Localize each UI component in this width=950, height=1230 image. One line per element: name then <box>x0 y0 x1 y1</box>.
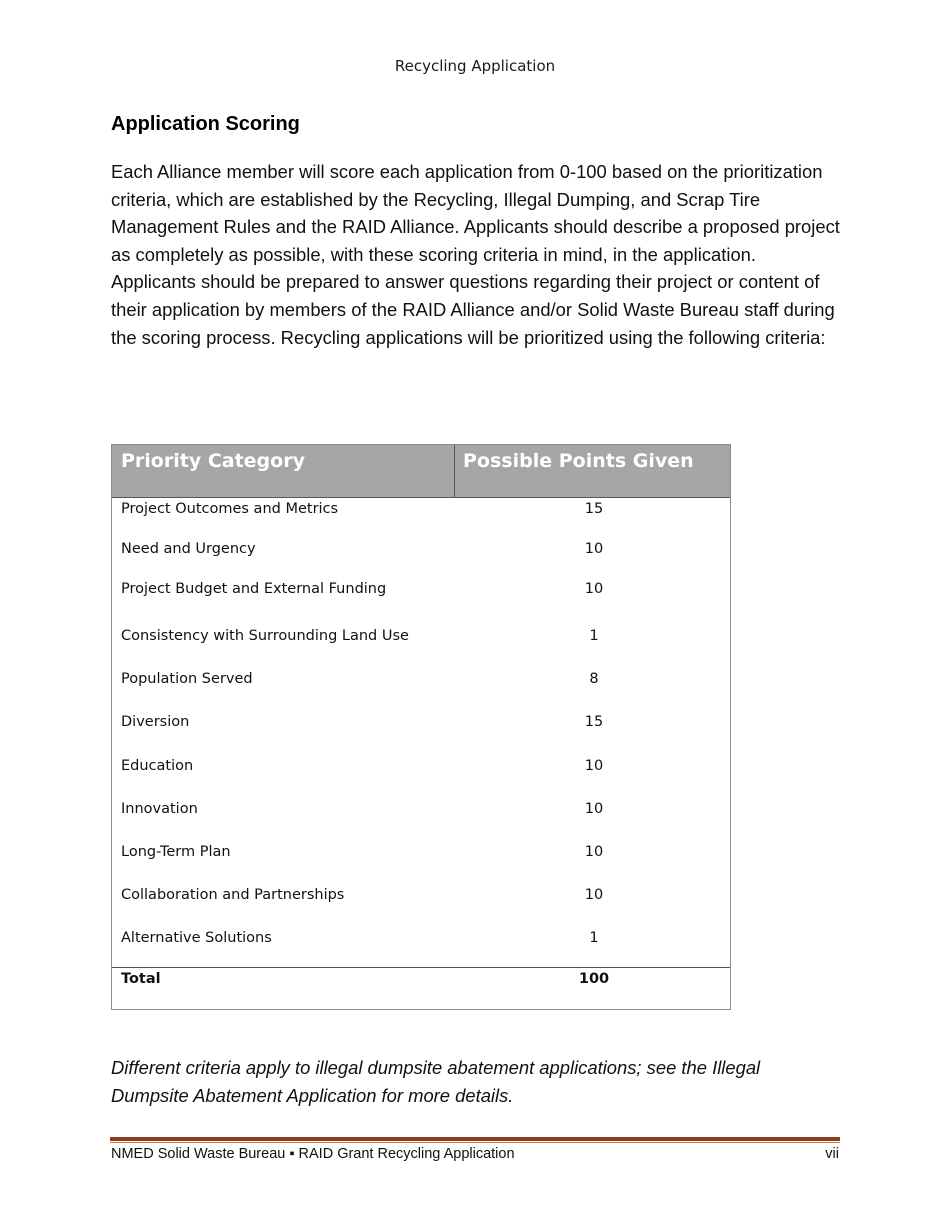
category-cell: Education <box>121 758 194 774</box>
page-number: vii <box>825 1146 839 1162</box>
header-priority-category: Priority Category <box>121 450 305 472</box>
table-row <box>112 668 730 690</box>
points-cell: 10 <box>584 541 604 557</box>
running-header: Recycling Application <box>394 57 556 75</box>
category-cell: Project Outcomes and Metrics <box>121 501 339 517</box>
total-points: 100 <box>578 971 610 987</box>
category-cell: Need and Urgency <box>121 541 256 557</box>
category-cell: Collaboration and Partnerships <box>121 887 345 903</box>
footer-rule <box>110 1137 840 1141</box>
points-cell: 8 <box>589 671 599 687</box>
points-cell: 10 <box>584 581 604 597</box>
table-row <box>112 884 730 906</box>
category-cell: Consistency with Surrounding Land Use <box>121 628 409 644</box>
category-cell: Long-Term Plan <box>121 844 231 860</box>
points-cell: 10 <box>584 887 604 903</box>
header-possible-points: Possible Points Given <box>463 450 694 472</box>
table-header-row <box>112 445 730 498</box>
intro-paragraph: Each Alliance member will score each application from 0-100 based on the prioritization criteria, which are established by the Recycling, Illegal Dumping, and Scrap Tire Management Rules and the RAID Alliance. Applicants should describe a proposed project as completely as possible, with these scoring criteria in mind, in the application. Applicants should be prepared to answer questions regarding their project or content of their application by members of the RAID Alliance and/or Solid Waste Bureau staff during the scoring process. Recycling applications will be prioritized using the following criteria: <box>111 161 840 348</box>
points-cell: 10 <box>584 801 604 817</box>
table-row <box>112 625 730 647</box>
points-cell: 10 <box>584 758 604 774</box>
category-cell: Innovation <box>121 801 198 817</box>
table-row <box>112 841 730 863</box>
category-cell: Population Served <box>121 671 253 687</box>
header-divider <box>454 445 455 498</box>
table-row <box>112 538 730 560</box>
footer-rule-accent <box>110 1142 840 1143</box>
table-row <box>112 755 730 777</box>
table-row <box>112 927 730 949</box>
total-row <box>112 968 730 990</box>
category-cell: Diversion <box>121 714 190 730</box>
total-label: Total <box>121 971 161 987</box>
table-row <box>112 578 730 600</box>
table-row <box>112 798 730 820</box>
section-title: Application Scoring <box>111 113 300 135</box>
points-cell: 1 <box>589 628 599 644</box>
footer-text: NMED Solid Waste Bureau ▪ RAID Grant Recycling Application <box>111 1146 515 1162</box>
scoring-table <box>111 444 731 1010</box>
note-paragraph: Different criteria apply to illegal dumpsite abatement applications; see the Illegal Dumpsite Abatement Application for more details. <box>111 1057 761 1106</box>
category-cell: Alternative Solutions <box>121 930 272 946</box>
points-cell: 15 <box>584 501 604 517</box>
category-cell: Project Budget and External Funding <box>121 581 387 597</box>
points-cell: 1 <box>589 930 599 946</box>
table-row <box>112 498 730 520</box>
points-cell: 15 <box>584 714 604 730</box>
table-row <box>112 711 730 733</box>
points-cell: 10 <box>584 844 604 860</box>
